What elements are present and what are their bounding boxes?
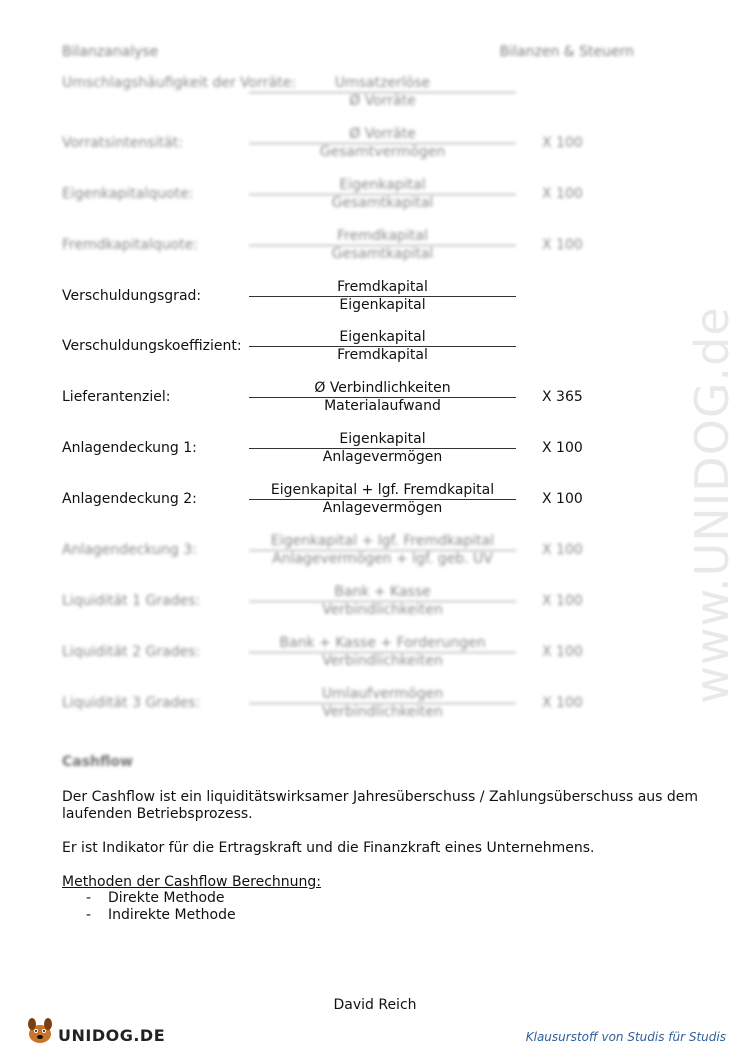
numerator: Eigenkapital [339, 177, 426, 193]
denominator: Gesamtkapital [331, 246, 434, 262]
cashflow-indicator: Er ist Indikator für die Ertragskraft und die Finanzkraft eines Unternehmens. [62, 840, 595, 856]
formula-label: Fremdkapitalquote: [62, 237, 198, 253]
denominator: Verbindlichkeiten [322, 704, 443, 720]
author: David Reich [333, 997, 417, 1013]
numerator: Fremdkapital [337, 279, 428, 295]
fraction [249, 686, 516, 721]
denominator: Anlagevermögen + lgf. geb. UV [272, 551, 493, 567]
method-label: Direkte Methode [108, 890, 225, 906]
multiplier: X 100 [542, 644, 583, 660]
formula-label: Liquidität 1 Grades: [62, 593, 201, 609]
formula-label: Anlagendeckung 2: [62, 491, 197, 507]
formula-row [62, 124, 622, 164]
formula-label: Liquidität 2 Grades: [62, 644, 201, 660]
numerator: Bank + Kasse [334, 584, 431, 600]
numerator: Ø Verbindlichkeiten [314, 380, 451, 396]
formula-label: Anlagendeckung 1: [62, 440, 197, 456]
numerator: Eigenkapital + lgf. Fremdkapital [270, 482, 495, 498]
cashflow-heading: Cashflow [62, 754, 133, 770]
fraction [249, 533, 516, 568]
multiplier: X 365 [542, 389, 583, 405]
multiplier: X 100 [542, 542, 583, 558]
list-item: - Indirekte Methode [86, 907, 236, 923]
numerator: Eigenkapital [339, 431, 426, 447]
header-left: Bilanzanalyse [62, 44, 159, 60]
fraction [249, 177, 516, 212]
methods-title: Methoden der Cashflow Berechnung: [62, 874, 322, 890]
formula-row [62, 226, 622, 266]
numerator: Umsatzerlöse [334, 75, 431, 91]
fraction [249, 482, 516, 517]
fraction [249, 75, 516, 110]
fraction [249, 380, 516, 415]
multiplier: X 100 [542, 186, 583, 202]
method-label: Indirekte Methode [108, 907, 236, 923]
multiplier: X 100 [542, 440, 583, 456]
formula-row [62, 175, 622, 215]
formula-row [62, 378, 622, 418]
fraction [249, 431, 516, 466]
formula-row [62, 531, 622, 571]
denominator: Verbindlichkeiten [322, 653, 443, 669]
multiplier: X 100 [542, 491, 583, 507]
numerator: Umlaufvermögen [321, 686, 444, 702]
denominator: Anlagevermögen [322, 500, 443, 516]
formula-label: Liquidität 3 Grades: [62, 695, 201, 711]
formula-label: Anlagendeckung 3: [62, 542, 197, 558]
page-header [62, 44, 634, 64]
methods-list [86, 890, 236, 924]
formula-row [62, 582, 622, 622]
multiplier: X 100 [542, 593, 583, 609]
fraction [249, 279, 516, 314]
formula-label: Eigenkapitalquote: [62, 186, 194, 202]
multiplier: X 100 [542, 695, 583, 711]
denominator: Verbindlichkeiten [322, 602, 443, 618]
formula-row [62, 73, 622, 113]
dog-icon [22, 1012, 60, 1048]
denominator: Gesamtkapital [331, 195, 434, 211]
formula-row [62, 480, 622, 520]
cashflow-definition: Der Cashflow ist ein liquiditätswirksamer Jahresüberschuss / Zahlungsüberschuss aus dem laufenden Betriebsprozess. [62, 789, 699, 822]
formula-label: Verschuldungsgrad: [62, 288, 202, 304]
formula-label: Vorratsintensität: [62, 135, 183, 151]
fraction [249, 228, 516, 263]
header-right: Bilanzen & Steuern [499, 44, 634, 60]
unidog-logo[interactable] [22, 1012, 166, 1048]
formula-row [62, 327, 622, 367]
watermark: www.UNIDOG.de [685, 306, 739, 704]
numerator: Fremdkapital [337, 228, 428, 244]
numerator: Ø Vorräte [349, 126, 416, 142]
fraction [249, 584, 516, 619]
fraction [249, 635, 516, 670]
logo-text: UNIDOG.DE [58, 1026, 166, 1045]
formula-label: Lieferantenziel: [62, 389, 171, 405]
multiplier: X 100 [542, 237, 583, 253]
formula-row [62, 429, 622, 469]
denominator: Fremdkapital [337, 347, 428, 363]
denominator: Anlagevermögen [322, 449, 443, 465]
list-item: - Direkte Methode [86, 890, 225, 906]
numerator: Eigenkapital [339, 329, 426, 345]
formula-row [62, 277, 622, 317]
numerator: Eigenkapital + lgf. Fremdkapital [270, 533, 495, 549]
multiplier: X 100 [542, 135, 583, 151]
footer-tagline: Klausurstoff von Studis für Studis [525, 1030, 726, 1044]
formula-label: Umschlagshäufigkeit der Vorräte: [62, 75, 296, 91]
formula-row [62, 633, 622, 673]
fraction [249, 329, 516, 364]
formula-row [62, 684, 622, 724]
denominator: Gesamtvermögen [319, 144, 446, 160]
formula-label: Verschuldungskoeffizient: [62, 338, 242, 354]
numerator: Bank + Kasse + Forderungen [279, 635, 486, 651]
denominator: Ø Vorräte [349, 93, 416, 109]
denominator: Eigenkapital [339, 297, 426, 313]
fraction [249, 126, 516, 161]
denominator: Materialaufwand [324, 398, 441, 414]
